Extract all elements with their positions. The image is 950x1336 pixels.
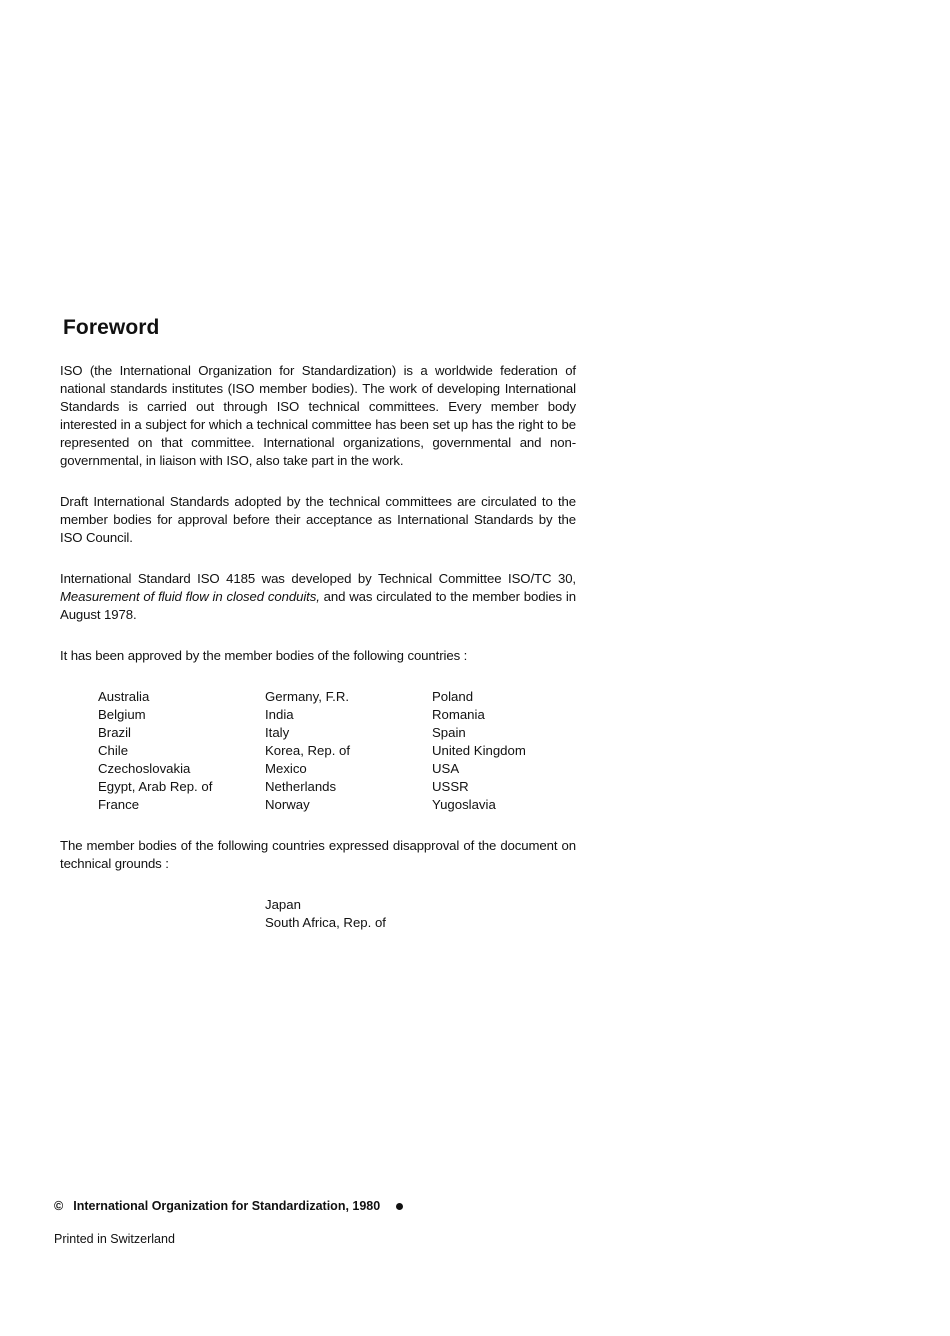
printed-location: Printed in Switzerland bbox=[54, 1232, 175, 1246]
country-column bbox=[265, 688, 432, 814]
disapproved-countries-list bbox=[265, 896, 576, 932]
country-item: Spain bbox=[432, 725, 466, 740]
country-item: Netherlands bbox=[265, 779, 337, 794]
country-item: Italy bbox=[265, 725, 290, 740]
origin-text: International Standard ISO 4185 was developed by Technical Committee ISO/TC 30, bbox=[60, 571, 576, 586]
country-item: United Kingdom bbox=[432, 743, 526, 758]
country-item: South Africa, Rep. of bbox=[265, 915, 386, 930]
country-item: Germany, F.R. bbox=[265, 689, 350, 704]
approved-countries-list bbox=[98, 688, 576, 814]
paragraph-iso-intro: ISO (the International Organization for Standardization) is a worldwide federation of national standards institutes (ISO member bodies). The work of developing International Standards is carried out through ISO technical committees. Every member body interested in a subject for which a technical committee has been set up has the right to be represented on that committee. International organizations, governmental and non-governmental, in liaison with ISO, also take part in the work. bbox=[60, 363, 576, 468]
country-item: Czechoslovakia bbox=[98, 761, 191, 776]
copyright-icon: © bbox=[54, 1199, 64, 1213]
paragraph-draft-standards: Draft International Standards adopted by the technical committees are circulated to the member bodies for approval before their acceptance as International Standards by the ISO Council. bbox=[60, 494, 576, 545]
country-item: Korea, Rep. of bbox=[265, 743, 351, 758]
copyright-text: International Organization for Standardization, 1980 bbox=[73, 1199, 381, 1213]
country-item: Poland bbox=[432, 689, 474, 704]
country-item: Japan bbox=[265, 897, 301, 912]
committee-title: Measurement of fluid flow in closed conduits, bbox=[60, 589, 320, 604]
country-item: Norway bbox=[265, 797, 310, 812]
country-item: Romania bbox=[432, 707, 485, 722]
approval-intro: It has been approved by the member bodies of the following countries : bbox=[60, 648, 468, 663]
country-item: India bbox=[265, 707, 294, 722]
country-item: Australia bbox=[98, 689, 150, 704]
disapproval-intro: The member bodies of the following countries expressed disapproval of the document on technical grounds : bbox=[60, 838, 576, 871]
country-column bbox=[98, 688, 265, 814]
country-item: Mexico bbox=[265, 761, 307, 776]
country-item: Yugoslavia bbox=[432, 797, 496, 812]
country-item: Belgium bbox=[98, 707, 146, 722]
country-item: Chile bbox=[98, 743, 129, 758]
country-item: Egypt, Arab Rep. of bbox=[98, 779, 213, 794]
copyright-notice bbox=[54, 1199, 403, 1213]
country-item: USA bbox=[432, 761, 460, 776]
country-item: USSR bbox=[432, 779, 469, 794]
bullet-dot-icon bbox=[396, 1203, 403, 1210]
paragraph-standard-origin bbox=[60, 570, 576, 624]
country-column bbox=[432, 688, 582, 814]
origin-text-end: and was circulated to the member bodies in August 1978. bbox=[60, 589, 576, 622]
country-item: Brazil bbox=[98, 725, 131, 740]
country-item: France bbox=[98, 797, 140, 812]
foreword-section bbox=[60, 316, 576, 932]
page-title: Foreword bbox=[63, 316, 160, 339]
